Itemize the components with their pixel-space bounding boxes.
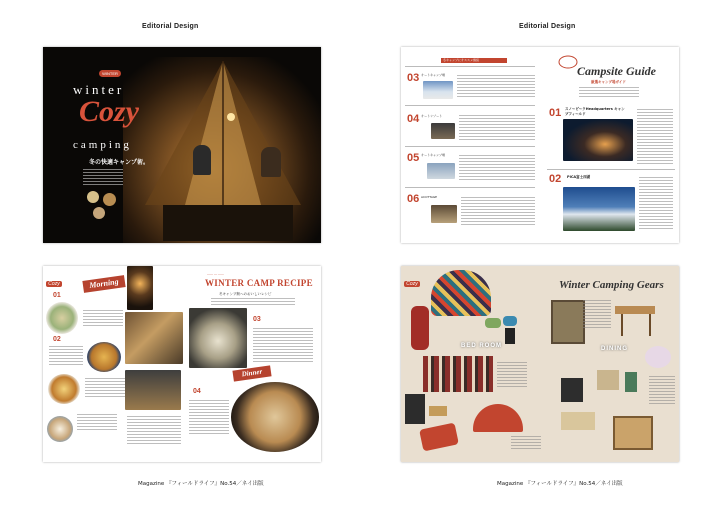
photo-skewers xyxy=(125,312,183,364)
divider xyxy=(405,146,535,147)
text-intro xyxy=(211,298,295,306)
entry-name-05: オートキャンプ場 xyxy=(421,153,446,157)
recipe-subtitle: 冬キャンプ飯へのおいしいレシピ xyxy=(219,292,272,296)
photo-05 xyxy=(427,163,455,179)
photo-03 xyxy=(423,81,453,99)
campsite-badge-icon xyxy=(558,54,578,70)
divider xyxy=(547,169,675,170)
intro-text xyxy=(579,87,639,97)
text-04 xyxy=(459,115,535,141)
gear-table xyxy=(615,306,655,314)
gear-cot xyxy=(405,394,425,424)
text-stew xyxy=(253,328,313,364)
cozy-logo: Cozy xyxy=(404,281,420,287)
text-m3 xyxy=(85,378,125,398)
gear-dome-tent xyxy=(473,404,523,432)
gear-cook-tools xyxy=(597,370,619,390)
spread-campsite-guide xyxy=(401,47,679,243)
footer-right-caption: Magazine 『フィールドライフ』No.54／ネイ出版 xyxy=(497,481,623,487)
entry-number-01: 01 xyxy=(549,107,562,119)
gear-small-table xyxy=(561,412,595,430)
footer-left-caption: Magazine 『フィールドライフ』No.54／ネイ出版 xyxy=(138,481,264,487)
recipe-number-01: 01 xyxy=(53,292,61,299)
text-m1 xyxy=(83,310,123,328)
bedroom-label: BED ROOM xyxy=(461,343,502,349)
entry-name-02: PICA富士西湖 xyxy=(567,175,591,179)
cover-word-camping: camping xyxy=(73,139,132,151)
entry-number-03: 03 xyxy=(407,72,420,84)
gear-lamp xyxy=(625,372,637,392)
entry-name-03: オートキャンプ場 xyxy=(421,73,446,77)
cover-food-2 xyxy=(103,193,116,206)
text-02 xyxy=(639,177,673,231)
gear-cushion xyxy=(645,346,671,368)
text-06 xyxy=(461,197,535,225)
cozy-logo: Cozy xyxy=(46,281,62,287)
photo-candle xyxy=(127,266,153,310)
spread-gears xyxy=(401,266,679,462)
gear-low-chair xyxy=(613,416,653,450)
gear-lantern xyxy=(429,406,447,416)
cover-word-winter: winter xyxy=(73,82,125,97)
gear-chair xyxy=(551,300,585,344)
photo-soup xyxy=(46,302,78,334)
gear-text-3 xyxy=(583,300,611,330)
cover-word-cozy: Cozy xyxy=(79,95,139,128)
gear-text-2 xyxy=(511,436,541,450)
gear-sleeping-bag-red xyxy=(419,422,459,451)
text-m2 xyxy=(49,346,83,366)
dining-label: DINING xyxy=(601,346,628,352)
header-right-label: Editorial Design xyxy=(519,23,576,30)
photo-04 xyxy=(431,123,455,139)
gear-text-4 xyxy=(649,376,675,406)
recipe-number-03: 03 xyxy=(253,316,261,323)
entry-name-06: ACOTTAGE xyxy=(421,195,438,199)
entry-number-02: 02 xyxy=(549,173,562,185)
morning-banner: Morning xyxy=(82,275,125,293)
cover-food-3 xyxy=(93,207,105,219)
recipe-number-02: 02 xyxy=(53,336,61,343)
header-left-label: Editorial Design xyxy=(142,23,199,30)
cover-food-1 xyxy=(87,191,99,203)
entry-number-04: 04 xyxy=(407,113,420,125)
gear-mat-black xyxy=(505,328,515,344)
dinner-banner: Dinner xyxy=(232,365,271,381)
winter-badge: WINTER xyxy=(99,70,121,77)
text-05 xyxy=(459,155,535,181)
person-right xyxy=(261,147,281,177)
cover-body-text xyxy=(83,169,123,187)
gear-text-1 xyxy=(497,362,527,388)
text-01 xyxy=(637,109,673,165)
gears-title: Winter Camping Gears xyxy=(559,279,664,291)
photo-01 xyxy=(563,119,633,161)
gear-sleeping-bag xyxy=(411,306,429,350)
text-dinner xyxy=(189,400,229,436)
campsite-guide-title: Campsite Guide xyxy=(577,64,657,78)
spread-recipe xyxy=(43,266,321,462)
recipe-subtitle-small: ―― ― ―― xyxy=(207,272,224,276)
divider xyxy=(405,187,535,188)
entry-number-05: 05 xyxy=(407,152,420,164)
recipe-title: WINTER CAMP RECIPE xyxy=(205,278,313,288)
person-left xyxy=(193,145,211,175)
entry-name-01: スノーピークHeadquarters キャンプフィールド xyxy=(565,107,625,116)
gear-pillow-blue xyxy=(503,316,517,326)
divider xyxy=(405,105,535,106)
divider xyxy=(405,66,535,67)
photo-stew xyxy=(189,308,247,368)
text-mid xyxy=(127,416,181,444)
recipe-number-04: 04 xyxy=(193,388,201,395)
gear-pillow-green xyxy=(485,318,501,328)
spread-cover xyxy=(43,47,321,243)
campsite-tag: 冬キャンプにオススメ施設 xyxy=(441,58,507,63)
gear-tent xyxy=(431,270,491,316)
campsite-subtitle: 厳選キャンプ場ガイド xyxy=(591,80,626,84)
gear-stove xyxy=(561,378,583,402)
photo-06 xyxy=(431,205,457,223)
photo-paella xyxy=(231,382,319,452)
photo-bbq xyxy=(125,370,181,410)
gear-rug xyxy=(423,356,493,392)
text-m4 xyxy=(77,414,117,432)
photo-cake xyxy=(48,374,80,404)
entry-number-06: 06 xyxy=(407,193,420,205)
photo-pie xyxy=(87,342,121,372)
photo-02 xyxy=(563,187,635,231)
text-03 xyxy=(457,75,535,99)
gear-table-leg xyxy=(649,314,651,336)
cover-subtitle: 冬の快適キャンプ術。 xyxy=(89,159,150,166)
entry-name-04: オートリゾート xyxy=(421,114,443,118)
photo-latte xyxy=(47,416,73,442)
tent-shape xyxy=(123,55,321,243)
gear-table-leg xyxy=(621,314,623,336)
